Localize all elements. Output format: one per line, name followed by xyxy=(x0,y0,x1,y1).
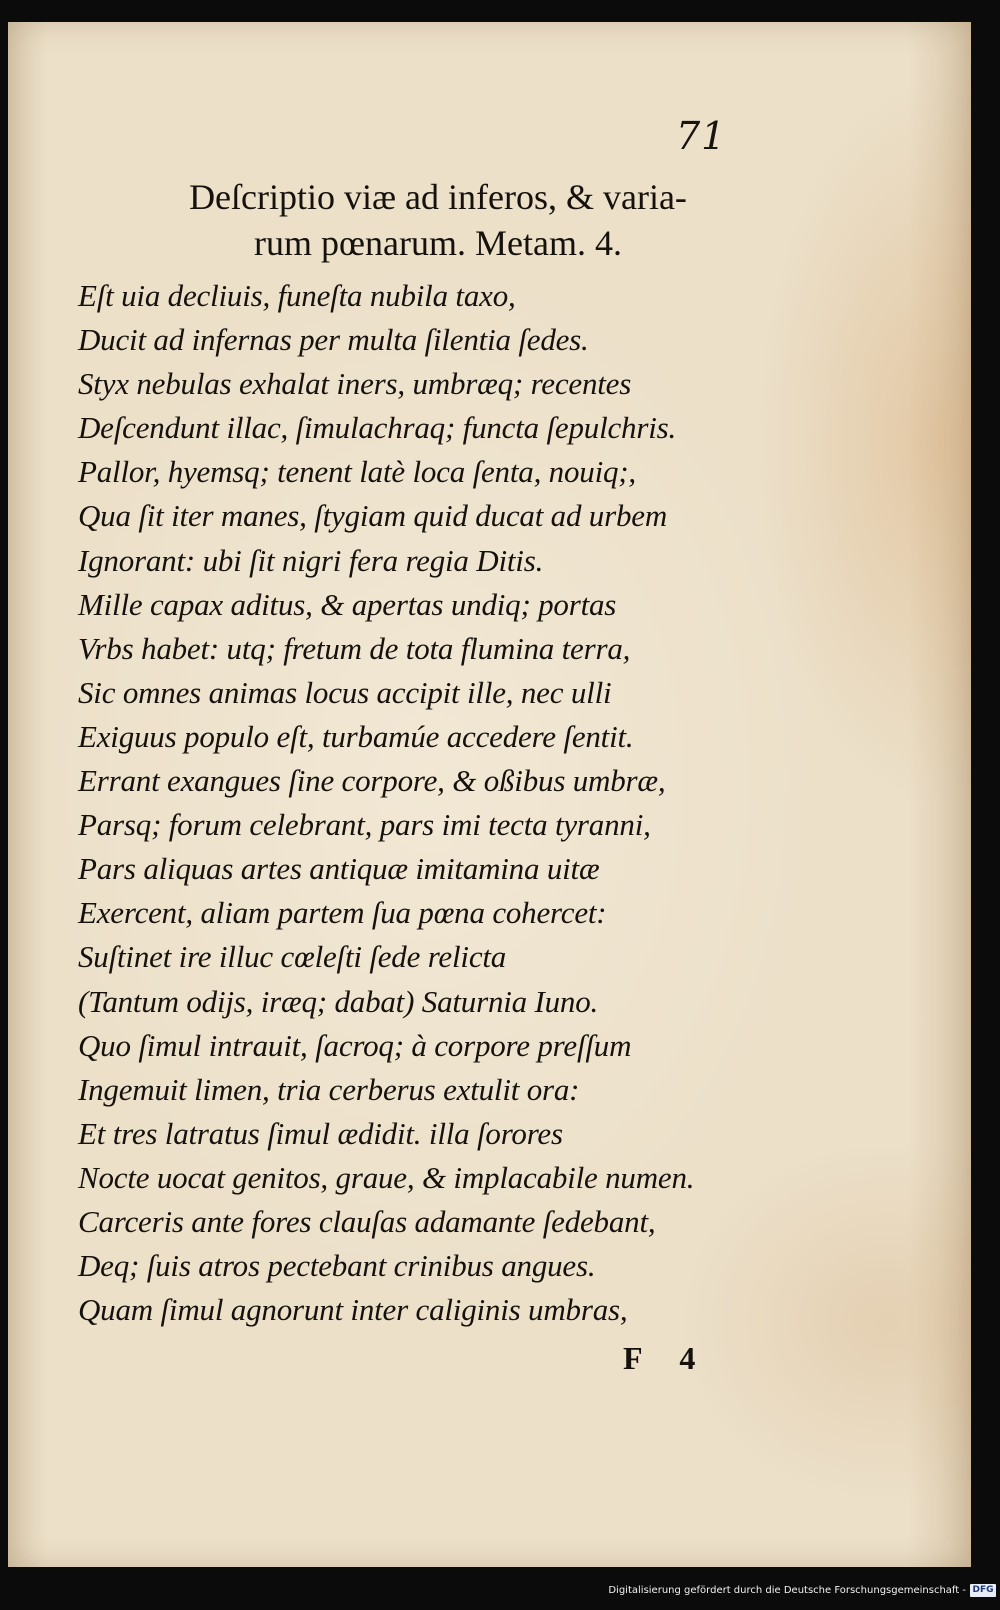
digitization-credit: Digitalisierung gefördert durch die Deutsche Forschungsgemeinschaft - xyxy=(608,1585,966,1596)
verse-line: Ignorant: ubi ſit nigri fera regia Ditis. xyxy=(78,542,544,578)
verse-line: Exercent, aliam partem ſua pœna cohercet: xyxy=(78,895,607,931)
dfg-logo-icon: DFG xyxy=(970,1584,996,1597)
verse-line: Pallor, hyemsq; tenent latè loca ſenta, nouiq;, xyxy=(78,454,636,490)
page-number: 71 xyxy=(676,114,727,158)
verse-line: Ingemuit limen, tria cerberus extulit ora: xyxy=(78,1071,580,1107)
verse-line: Exiguus populo eſt, turbamúe accedere ſentit. xyxy=(78,718,634,754)
verse-line: Sic omnes animas locus accipit ille, nec ulli xyxy=(78,674,612,710)
verse-line: Vrbs habet: utq; fretum de tota flumina terra, xyxy=(78,630,631,666)
verse-line: Et tres latratus ſimul ædidit. illa ſorores xyxy=(78,1115,563,1151)
verse-line: (Tantum odijs, iræq; dabat) Saturnia Iuno. xyxy=(78,983,599,1019)
verse-line: Errant exangues ſine corpore, & oßibus umbræ, xyxy=(78,763,666,799)
verse-line: Nocte uocat genitos, graue, & implacabile numen. xyxy=(78,1159,695,1195)
verse-line: Styx nebulas exhalat iners, umbræq; recentes xyxy=(78,366,632,402)
verse-line: Eſt uia decliuis, funeſta nubila taxo, xyxy=(78,278,516,313)
verse-line: Quam ſimul agnorunt inter caliginis umbras, xyxy=(78,1292,628,1328)
heading-line-1: Deſcriptio viæ ad inferos, & varia‑ xyxy=(189,177,687,217)
verse-line: Ducit ad infernas per multa ſilentia ſedes. xyxy=(78,322,589,358)
verse-line: Qua ſit iter manes, ſtygiam quid ducat ad urbem xyxy=(78,498,668,534)
heading-line-2: rum pœnarum. Metam. 4. xyxy=(254,223,622,263)
verse-line: Carceris ante fores clauſas adamante ſedebant, xyxy=(78,1203,656,1239)
section-heading xyxy=(138,174,738,266)
verse-line: Deſcendunt illac, ſimulachraq; functa ſepulchris. xyxy=(78,410,677,446)
verse-line: Pars aliquas artes antiquæ imitamina uitæ xyxy=(78,851,600,887)
verse-line: Suſtinet ire illuc cœleſti ſede relicta xyxy=(78,939,507,975)
verse-line: Deq; ſuis atros pectebant crinibus angues. xyxy=(78,1248,596,1284)
verse-line: Mille capax aditus, & apertas undiq; portas xyxy=(78,586,617,622)
verse-line: Quo ſimul intrauit, ſacroq; à corpore preſſum xyxy=(78,1027,632,1063)
verse-line: Parsq; forum celebrant, pars imi tecta tyranni, xyxy=(78,807,651,843)
verse-list xyxy=(78,274,768,1332)
signature-mark: F 4 xyxy=(623,1340,696,1376)
book-page xyxy=(8,22,971,1567)
